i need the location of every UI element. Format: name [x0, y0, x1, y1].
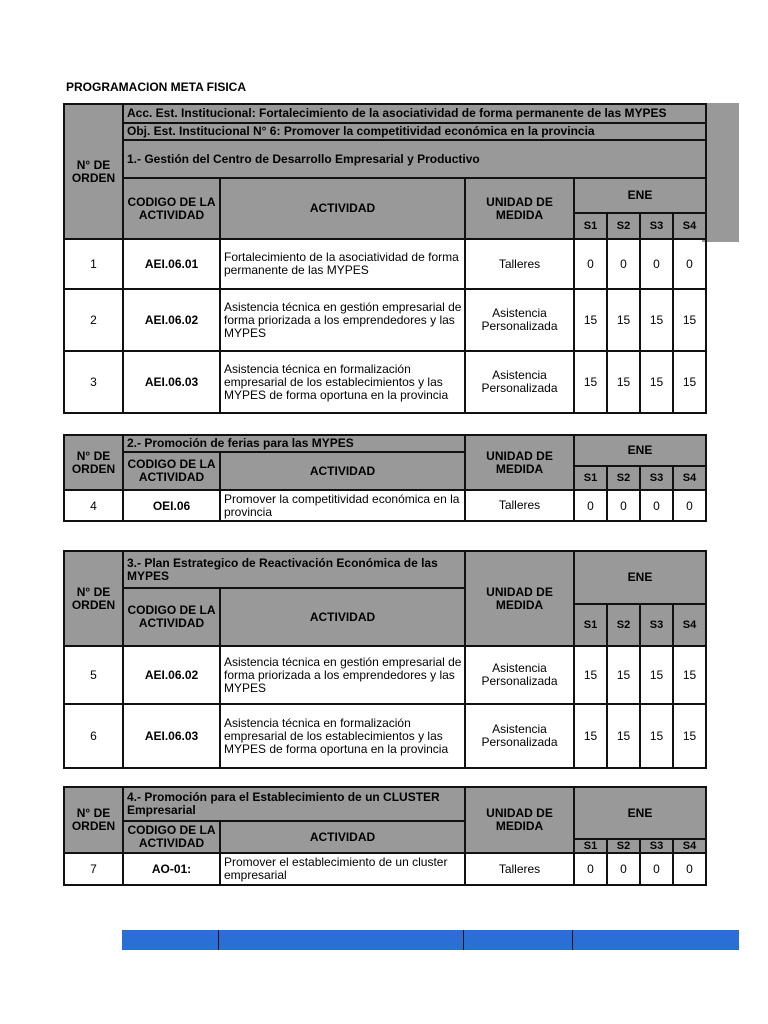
header-codigo: CODIGO DE LA ACTIVIDAD [123, 588, 220, 646]
header-month: ENE [574, 178, 706, 213]
week-value: 15 [574, 289, 607, 351]
header-week: S1 [574, 466, 607, 490]
header-week: S2 [607, 839, 640, 853]
week-value: 15 [640, 289, 673, 351]
header-unidad: UNIDAD DE MEDIDA [465, 787, 574, 853]
band-divider [463, 930, 464, 950]
header-codigo: CODIGO DE LA ACTIVIDAD [123, 821, 220, 853]
row-number: 2 [64, 289, 123, 351]
header-week: S3 [640, 213, 673, 239]
week-value: 15 [574, 351, 607, 413]
page-title: PROGRAMACION META FISICA [66, 80, 246, 94]
week-value: 0 [607, 853, 640, 885]
week-value: 0 [640, 490, 673, 521]
grey-side-panel [702, 103, 739, 242]
table-row [64, 853, 706, 885]
band-divider [218, 930, 219, 950]
activity-code: AEI.06.02 [123, 646, 220, 704]
activity-code: AO-01: [123, 853, 220, 885]
activity-code: OEI.06 [123, 490, 220, 521]
activity-description: Fortalecimiento de la asociatividad de forma permanente de las MYPES [220, 239, 465, 289]
acc-est-line: Acc. Est. Institucional: Fortalecimiento de la asociatividad de forma permanente de las MYPES [123, 104, 706, 123]
header-week: S1 [574, 604, 607, 646]
unit-of-measure: Asistencia Personalizada [465, 704, 574, 768]
week-value: 0 [607, 239, 640, 289]
activity-description: Promover la competitividad económica en la provincia [220, 490, 465, 521]
header-week: S4 [673, 213, 706, 239]
week-value: 0 [673, 853, 706, 885]
header-actividad: ACTIVIDAD [220, 452, 465, 490]
table-block-1 [63, 103, 707, 414]
row-number: 3 [64, 351, 123, 413]
unit-of-measure: Talleres [465, 239, 574, 289]
header-unidad: UNIDAD DE MEDIDA [465, 178, 574, 239]
activity-code: AEI.06.03 [123, 704, 220, 768]
activity-code: AEI.06.03 [123, 351, 220, 413]
week-value: 0 [574, 490, 607, 521]
week-value: 0 [574, 853, 607, 885]
next-table-header-band [122, 930, 739, 950]
table-row [64, 704, 706, 768]
header-week: S3 [640, 466, 673, 490]
header-week: S4 [673, 839, 706, 853]
header-week: S1 [574, 213, 607, 239]
section-title: 4.- Promoción para el Establecimiento de un CLUSTER Empresarial [123, 787, 465, 821]
header-actividad: ACTIVIDAD [220, 588, 465, 646]
week-value: 0 [640, 239, 673, 289]
unit-of-measure: Asistencia Personalizada [465, 351, 574, 413]
header-week: S2 [607, 213, 640, 239]
section-title: 1.- Gestión del Centro de Desarrollo Empresarial y Productivo [123, 140, 706, 178]
week-value: 15 [574, 646, 607, 704]
section-title: 2.- Promoción de ferias para las MYPES [123, 435, 465, 452]
row-number: 5 [64, 646, 123, 704]
row-number: 6 [64, 704, 123, 768]
week-value: 15 [673, 646, 706, 704]
week-value: 0 [640, 853, 673, 885]
week-value: 15 [673, 704, 706, 768]
week-value: 15 [607, 351, 640, 413]
header-unidad: UNIDAD DE MEDIDA [465, 435, 574, 490]
row-number: 4 [64, 490, 123, 521]
table-block-4 [63, 786, 707, 886]
header-month: ENE [574, 435, 706, 466]
table-row [64, 239, 706, 289]
week-value: 15 [640, 646, 673, 704]
row-number: 1 [64, 239, 123, 289]
band-divider [572, 930, 573, 950]
activity-description: Asistencia técnica en formalización empresarial de los establecimientos y las MYPES de forma oportuna en la provincia [220, 351, 465, 413]
week-value: 0 [574, 239, 607, 289]
week-value: 0 [673, 490, 706, 521]
header-orden: N° DE ORDEN [64, 104, 123, 239]
activity-description: Asistencia técnica en gestión empresarial de forma priorizada a los emprendedores y las MYPES [220, 646, 465, 704]
table-row [64, 490, 706, 521]
header-actividad: ACTIVIDAD [220, 178, 465, 239]
header-orden: N° DE ORDEN [64, 787, 123, 853]
unit-of-measure: Asistencia Personalizada [465, 646, 574, 704]
table-row [64, 646, 706, 704]
unit-of-measure: Asistencia Personalizada [465, 289, 574, 351]
row-number: 7 [64, 853, 123, 885]
header-week: S4 [673, 604, 706, 646]
header-codigo: CODIGO DE LA ACTIVIDAD [123, 178, 220, 239]
header-week: S1 [574, 839, 607, 853]
header-month: ENE [574, 551, 706, 604]
obj-est-line: Obj. Est. Institucional N° 6: Promover la competitividad económica en la provincia [123, 123, 706, 140]
week-value: 15 [673, 351, 706, 413]
unit-of-measure: Talleres [465, 853, 574, 885]
header-orden: N° DE ORDEN [64, 551, 123, 646]
table-row [64, 289, 706, 351]
header-unidad: UNIDAD DE MEDIDA [465, 551, 574, 646]
activity-description: Promover el establecimiento de un cluster empresarial [220, 853, 465, 885]
activity-code: AEI.06.02 [123, 289, 220, 351]
unit-of-measure: Talleres [465, 490, 574, 521]
activity-description: Asistencia técnica en formalización empresarial de los establecimientos y las MYPES de forma oportuna en la provincia [220, 704, 465, 768]
week-value: 15 [640, 351, 673, 413]
table-block-3 [63, 550, 707, 769]
week-value: 15 [607, 704, 640, 768]
header-week: S2 [607, 466, 640, 490]
header-week: S4 [673, 466, 706, 490]
header-codigo: CODIGO DE LA ACTIVIDAD [123, 452, 220, 490]
table-row [64, 351, 706, 413]
week-value: 15 [673, 289, 706, 351]
week-value: 15 [574, 704, 607, 768]
week-value: 15 [607, 289, 640, 351]
activity-description: Asistencia técnica en gestión empresarial de forma priorizada a los emprendedores y las MYPES [220, 289, 465, 351]
week-value: 15 [640, 704, 673, 768]
activity-code: AEI.06.01 [123, 239, 220, 289]
header-week: S3 [640, 839, 673, 853]
week-value: 15 [607, 646, 640, 704]
header-week: S3 [640, 604, 673, 646]
header-week: S2 [607, 604, 640, 646]
header-actividad: ACTIVIDAD [220, 821, 465, 853]
week-value: 0 [607, 490, 640, 521]
header-month: ENE [574, 787, 706, 839]
week-value: 0 [673, 239, 706, 289]
section-title: 3.- Plan Estrategico de Reactivación Económica de las MYPES [123, 551, 465, 588]
header-orden: N° DE ORDEN [64, 435, 123, 490]
table-block-2 [63, 434, 707, 522]
